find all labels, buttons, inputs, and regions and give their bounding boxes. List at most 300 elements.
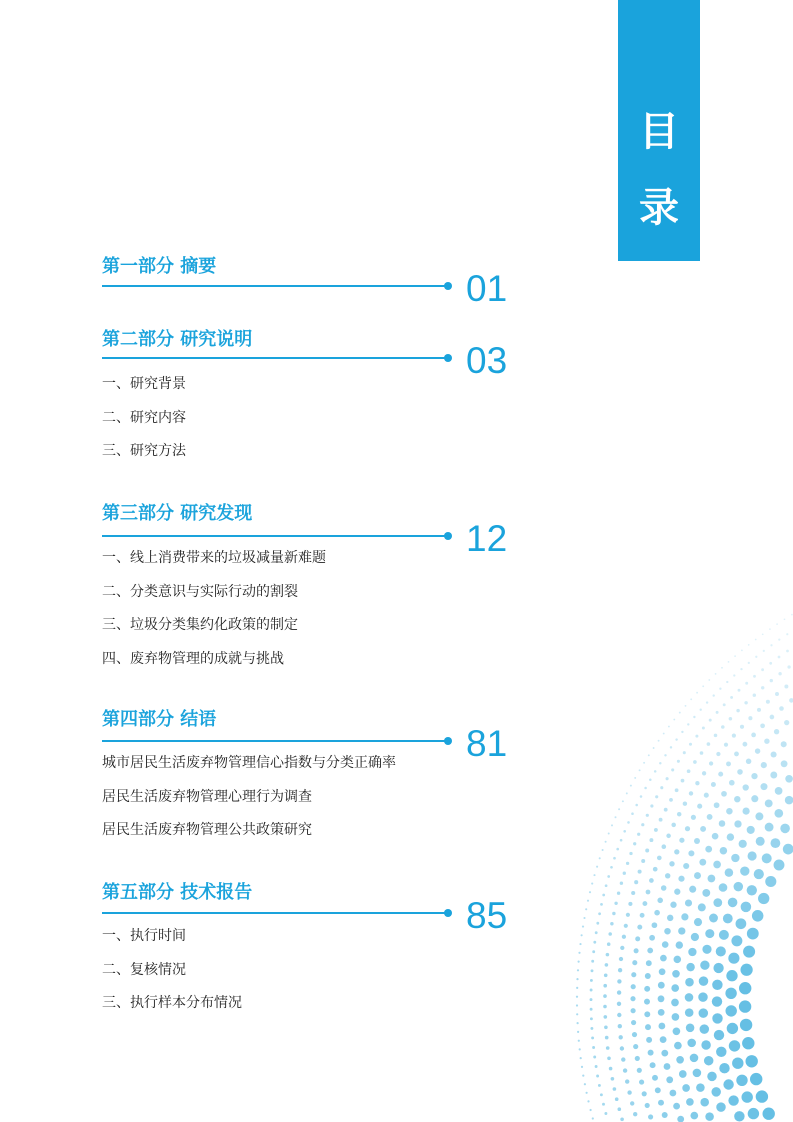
- section-page-number[interactable]: 85: [466, 895, 508, 936]
- decor-dot: [778, 656, 781, 659]
- decor-dot: [586, 1092, 588, 1094]
- decor-dot: [650, 804, 653, 807]
- decor-dot: [661, 885, 667, 891]
- decor-dot: [603, 1005, 607, 1009]
- section-page-number[interactable]: 01: [466, 268, 508, 309]
- decor-dot: [611, 1077, 615, 1081]
- decor-dot: [634, 777, 636, 779]
- decor-dot: [762, 633, 764, 635]
- decor-dot: [644, 1011, 650, 1017]
- decor-dot: [786, 650, 789, 653]
- decor-dot: [672, 970, 680, 978]
- decor-dot: [635, 936, 640, 941]
- decor-dot: [748, 662, 750, 664]
- decor-dot: [701, 1040, 710, 1049]
- decor-dot: [576, 1013, 578, 1015]
- decor-dot: [617, 1013, 621, 1017]
- decor-dot: [747, 826, 755, 834]
- decor-dot: [784, 618, 786, 620]
- decor-dot: [702, 727, 705, 730]
- decor-dot: [605, 963, 609, 967]
- section-item-list: [102, 928, 242, 1029]
- decor-dot: [605, 1036, 609, 1040]
- decor-dot: [736, 918, 747, 929]
- decor-dot: [646, 960, 652, 966]
- decor-dot: [664, 754, 666, 756]
- section-item-list: [102, 376, 186, 477]
- decor-dot: [591, 960, 594, 963]
- decor-dot: [765, 799, 773, 807]
- decor-dot: [784, 685, 788, 689]
- decor-dot: [660, 955, 667, 962]
- decor-dot: [598, 912, 601, 915]
- decor-dot: [756, 1090, 768, 1102]
- decor-dot: [643, 762, 645, 764]
- decor-dot: [673, 1027, 681, 1035]
- decor-dot: [673, 1103, 680, 1110]
- section-item-list: [102, 755, 396, 856]
- decor-dot: [700, 826, 706, 832]
- decor-dot: [620, 1046, 624, 1050]
- decor-dot: [695, 735, 698, 738]
- decor-dot: [590, 979, 593, 982]
- decor-dot: [690, 698, 692, 700]
- decor-dot: [634, 948, 639, 953]
- decor-dot: [689, 886, 696, 893]
- decor-dot: [576, 996, 578, 998]
- section-page-number[interactable]: 12: [466, 518, 508, 559]
- decor-dot: [631, 1008, 636, 1013]
- decor-dot: [590, 1017, 593, 1020]
- decor-dot: [700, 1098, 709, 1107]
- decor-dot: [681, 913, 688, 920]
- decor-dot: [667, 915, 673, 921]
- decor-dot: [671, 823, 676, 828]
- decor-dot: [631, 984, 636, 989]
- decor-dot: [743, 946, 755, 958]
- decor-dot: [697, 804, 702, 809]
- rule-end-dot: [444, 737, 452, 745]
- decor-dot: [578, 952, 580, 954]
- decor-dot: [775, 692, 779, 696]
- decor-dot: [670, 1090, 677, 1097]
- decor-dot: [666, 1076, 673, 1083]
- rule-end-dot: [444, 532, 452, 540]
- decor-dot: [604, 1112, 607, 1115]
- decor-dot: [698, 992, 707, 1001]
- toc-side-tab: [618, 0, 700, 261]
- decor-dot: [600, 903, 603, 906]
- decor-dot: [659, 968, 666, 975]
- section-rule: [102, 357, 448, 359]
- decor-dot: [596, 1075, 599, 1078]
- decor-dot: [620, 839, 623, 842]
- decor-dot: [783, 844, 793, 855]
- decor-dot: [702, 685, 704, 687]
- decor-dot: [700, 961, 709, 970]
- decor-dot: [724, 743, 728, 747]
- decor-dot: [658, 995, 665, 1002]
- decor-dot: [578, 961, 580, 963]
- decor-dot: [742, 1091, 753, 1102]
- decor-dot: [613, 1087, 617, 1091]
- decor-dot: [659, 818, 663, 822]
- decor-dot: [662, 941, 669, 948]
- decor-dot: [726, 970, 737, 981]
- decor-dot: [577, 969, 579, 971]
- decor-dot: [721, 725, 725, 729]
- decor-dot: [712, 996, 722, 1006]
- decor-dot: [618, 968, 622, 972]
- decor-dot: [712, 980, 722, 990]
- decor-dot: [786, 633, 788, 635]
- decor-dot: [686, 1098, 694, 1106]
- decor-dot: [675, 788, 679, 792]
- decor-dot: [685, 978, 694, 987]
- decor-dot: [753, 675, 756, 678]
- decor-dot: [627, 1090, 631, 1094]
- decor-dot: [642, 1091, 647, 1096]
- decor-dot: [677, 1116, 684, 1122]
- decor-dot: [734, 751, 739, 756]
- decor-dot: [723, 914, 733, 924]
- decor-dot: [593, 1056, 596, 1059]
- decor-dot: [685, 1008, 694, 1017]
- decor-dot: [582, 1075, 584, 1077]
- decor-dot: [658, 740, 660, 742]
- decor-dot: [748, 644, 750, 646]
- decor-dot: [658, 982, 665, 989]
- decor-dot: [704, 1056, 713, 1065]
- decor-dot: [754, 869, 764, 879]
- decor-dot: [765, 876, 776, 887]
- decor-dot: [654, 828, 658, 832]
- toc-item[interactable]: 三、垃圾分类集约化政策的制定: [102, 617, 298, 633]
- decor-dot: [615, 1097, 619, 1101]
- decor-dot: [674, 956, 682, 964]
- decor-dot: [645, 849, 649, 853]
- decor-dot: [648, 754, 650, 756]
- decor-dot: [632, 1032, 637, 1037]
- decor-dot: [723, 1079, 733, 1089]
- decor-dot: [761, 668, 764, 671]
- decor-dot: [607, 942, 611, 946]
- decor-dot: [743, 784, 749, 790]
- section-title[interactable]: 第二部分 研究说明: [102, 329, 253, 350]
- decor-dot: [695, 781, 699, 785]
- decor-dot: [691, 815, 696, 820]
- decor-dot: [679, 712, 681, 714]
- decor-dot: [747, 928, 759, 940]
- decor-dot: [723, 703, 726, 706]
- decor-dot: [578, 1040, 580, 1042]
- section-title[interactable]: 第四部分 结语: [102, 709, 217, 730]
- decor-dot: [771, 751, 777, 757]
- toc-item[interactable]: 一、执行时间: [102, 928, 186, 944]
- decor-dot: [706, 701, 708, 703]
- decor-dot: [765, 823, 774, 832]
- decor-dot: [646, 814, 649, 817]
- decor-dot: [716, 711, 719, 714]
- decor-dot: [709, 719, 712, 722]
- decor-dot: [763, 1108, 775, 1120]
- decor-dot: [617, 979, 621, 983]
- decor-dot: [702, 771, 706, 775]
- decor-dot: [714, 1030, 724, 1040]
- decor-dot: [712, 1013, 722, 1023]
- decor-dot: [674, 849, 679, 854]
- decor-dot: [623, 1068, 627, 1072]
- decor-dot: [685, 705, 687, 707]
- section-page-number[interactable]: 03: [466, 340, 508, 381]
- decor-dot: [622, 935, 626, 939]
- decor-dot: [635, 804, 638, 807]
- decor-dot: [603, 984, 607, 988]
- decor-dot: [645, 1024, 651, 1030]
- decor-dot: [687, 1039, 696, 1048]
- decor-dot: [707, 1072, 716, 1081]
- decor-dot: [721, 667, 723, 669]
- decor-dot: [677, 812, 681, 816]
- decor-dot: [629, 852, 632, 855]
- decor-dot: [741, 902, 752, 913]
- decor-dot: [718, 772, 723, 777]
- decor-dot: [719, 688, 721, 690]
- decor-dot: [649, 778, 652, 781]
- decor-dot: [668, 726, 670, 728]
- toc-item[interactable]: 一、线上消费带来的垃圾减量新难题: [102, 550, 326, 566]
- toc-section-3: [102, 503, 522, 667]
- decor-dot: [608, 932, 612, 936]
- rule-end-dot: [444, 354, 452, 362]
- decor-dot: [590, 1109, 592, 1111]
- decor-dot: [748, 1108, 759, 1119]
- decor-dot: [617, 892, 620, 895]
- decor-dot: [649, 838, 653, 842]
- decor-dot: [605, 841, 607, 843]
- decor-dot: [743, 742, 748, 747]
- toc-section-1: [102, 256, 522, 309]
- decor-dot: [748, 851, 757, 860]
- decor-dot: [610, 922, 613, 925]
- toc-section-5: [102, 882, 522, 1011]
- section-page-number[interactable]: 81: [466, 723, 508, 764]
- decor-dot: [685, 993, 694, 1002]
- toc-item[interactable]: 四、废弃物管理的成就与挑战: [102, 650, 284, 667]
- decor-dot: [669, 798, 673, 802]
- decor-dot: [716, 1102, 725, 1111]
- decor-dot: [628, 902, 632, 906]
- decor-dot: [770, 772, 777, 779]
- decor-dot: [730, 696, 733, 699]
- decor-dot: [648, 1114, 653, 1119]
- decor-dot: [624, 924, 628, 928]
- decor-dot: [675, 738, 677, 740]
- toc-item[interactable]: 三、研究方法: [102, 443, 186, 459]
- decor-dot: [608, 833, 610, 835]
- decor-dot: [714, 734, 718, 738]
- decor-dot: [590, 998, 593, 1001]
- decor-dot: [672, 1013, 680, 1021]
- decor-dot: [650, 1062, 656, 1068]
- decor-dot: [664, 1063, 671, 1070]
- decor-dot: [771, 838, 781, 848]
- decor-dot: [683, 801, 687, 805]
- decor-dot: [678, 927, 685, 934]
- decor-dot: [640, 913, 645, 918]
- decor-dot: [708, 679, 710, 681]
- rule-end-dot: [444, 282, 452, 290]
- decor-dot: [687, 723, 689, 725]
- toc-item[interactable]: 二、复核情况: [102, 961, 186, 978]
- decor-dot: [761, 783, 768, 790]
- decor-dot: [661, 1050, 668, 1057]
- decor-dot: [713, 963, 723, 973]
- decor-dot: [734, 655, 736, 657]
- decor-dot: [696, 1083, 705, 1092]
- decor-dot: [604, 1025, 608, 1029]
- decor-dot: [737, 769, 743, 775]
- decor-dot: [622, 800, 624, 802]
- decor-dot: [618, 808, 620, 810]
- decor-dot: [734, 1111, 744, 1121]
- decor-dot: [652, 922, 658, 928]
- decor-dot: [576, 1004, 578, 1006]
- decor-dot: [716, 1047, 726, 1057]
- decor-dot: [719, 1063, 729, 1073]
- decor-dot: [633, 1112, 637, 1116]
- decor-dot: [757, 708, 761, 712]
- decor-dot: [671, 768, 674, 771]
- decor-dot: [700, 709, 702, 711]
- decor-dot: [633, 842, 636, 845]
- decor-dot: [653, 747, 655, 749]
- decor-dot: [784, 720, 789, 725]
- toc-item[interactable]: 居民生活废弃物管理心理行为调查: [102, 788, 312, 805]
- decor-dot: [739, 1000, 751, 1012]
- decor-dot: [673, 719, 675, 721]
- decor-dot: [753, 693, 756, 696]
- decor-dot: [744, 701, 747, 704]
- decor-dot: [720, 847, 728, 855]
- decor-dot: [679, 838, 684, 843]
- decor-dot: [763, 650, 765, 652]
- decor-dot: [626, 792, 628, 794]
- decor-dot: [580, 1057, 582, 1059]
- decor-dot: [686, 963, 694, 971]
- decor-dot: [714, 802, 720, 808]
- decor-dot: [694, 918, 702, 926]
- section-title[interactable]: 第三部分 研究发现: [102, 503, 253, 524]
- decor-dot: [610, 866, 613, 869]
- decor-dot: [740, 1019, 752, 1031]
- decor-dot: [653, 867, 658, 872]
- decor-dot: [721, 791, 727, 797]
- section-title[interactable]: 第五部分 技术报告: [102, 882, 253, 903]
- decor-dot: [740, 725, 744, 729]
- decor-dot: [731, 935, 742, 946]
- decor-dot: [774, 809, 783, 818]
- decor-dot: [666, 777, 669, 780]
- decor-dot: [577, 1031, 579, 1033]
- decor-dot: [685, 826, 690, 831]
- decor-dot: [630, 1101, 634, 1105]
- decor-dot: [711, 1087, 720, 1096]
- decor-dot: [758, 893, 769, 904]
- decor-dot: [716, 946, 726, 956]
- decor-dot: [690, 1112, 698, 1120]
- decor-dot: [770, 644, 772, 646]
- decor-dot: [589, 891, 591, 893]
- decor-dot: [707, 742, 711, 746]
- decor-dot: [584, 1083, 586, 1085]
- decor-dot: [654, 910, 660, 916]
- decor-dot: [603, 1015, 607, 1019]
- decor-dot: [621, 1057, 625, 1061]
- decor-dot: [761, 686, 764, 689]
- decor-dot: [623, 830, 626, 833]
- decor-dot: [719, 820, 726, 827]
- toc-section-4: [102, 709, 522, 838]
- toc-item[interactable]: 三、执行样本分布情况: [102, 995, 242, 1011]
- decor-dot: [665, 873, 670, 878]
- decor-dot: [615, 816, 617, 818]
- decor-dot: [646, 1037, 652, 1043]
- decor-dot: [787, 665, 790, 668]
- decor-dot: [715, 673, 717, 675]
- toc-item[interactable]: 城市居民生活废弃物管理信心指数与分类正确率: [102, 755, 396, 771]
- decor-dot: [599, 857, 601, 859]
- decor-dot: [733, 674, 735, 676]
- decor-dot: [698, 903, 706, 911]
- decor-dot: [769, 628, 771, 630]
- section-title[interactable]: 第一部分 摘要: [102, 256, 217, 277]
- decor-dot: [755, 812, 763, 820]
- decor-dot: [704, 793, 709, 798]
- decor-dot: [637, 833, 640, 836]
- decor-dot: [774, 860, 785, 871]
- decor-dot: [657, 856, 662, 861]
- decor-dot: [620, 946, 624, 950]
- decor-dot: [712, 833, 719, 840]
- decor-dot: [742, 1037, 754, 1049]
- decor-dot: [620, 1117, 624, 1121]
- decor-dot: [655, 795, 658, 798]
- decor-dot: [690, 1054, 699, 1063]
- decor-dot: [619, 957, 623, 961]
- toc-item[interactable]: 居民生活废弃物管理公共政策研究: [102, 822, 312, 838]
- decor-dot: [649, 935, 655, 941]
- toc-item[interactable]: 一、研究背景: [102, 376, 186, 392]
- decor-dot: [603, 994, 607, 998]
- decor-dot: [626, 862, 629, 865]
- toc-item[interactable]: 二、分类意识与实际行动的割裂: [102, 583, 298, 600]
- decor-dot: [756, 837, 765, 846]
- decor-dot: [693, 760, 697, 764]
- decor-dot: [739, 840, 747, 848]
- decor-dot: [639, 769, 641, 771]
- decor-dot: [595, 1065, 598, 1068]
- decor-dot: [611, 824, 613, 826]
- decor-dot: [576, 978, 578, 980]
- decor-dot: [785, 796, 793, 805]
- decor-dot: [640, 795, 643, 798]
- toc-item[interactable]: 二、研究内容: [102, 409, 186, 426]
- decor-dot: [676, 1056, 684, 1064]
- decor-dot: [693, 1069, 702, 1078]
- decor-dot: [746, 1055, 758, 1067]
- decor-dot: [605, 884, 608, 887]
